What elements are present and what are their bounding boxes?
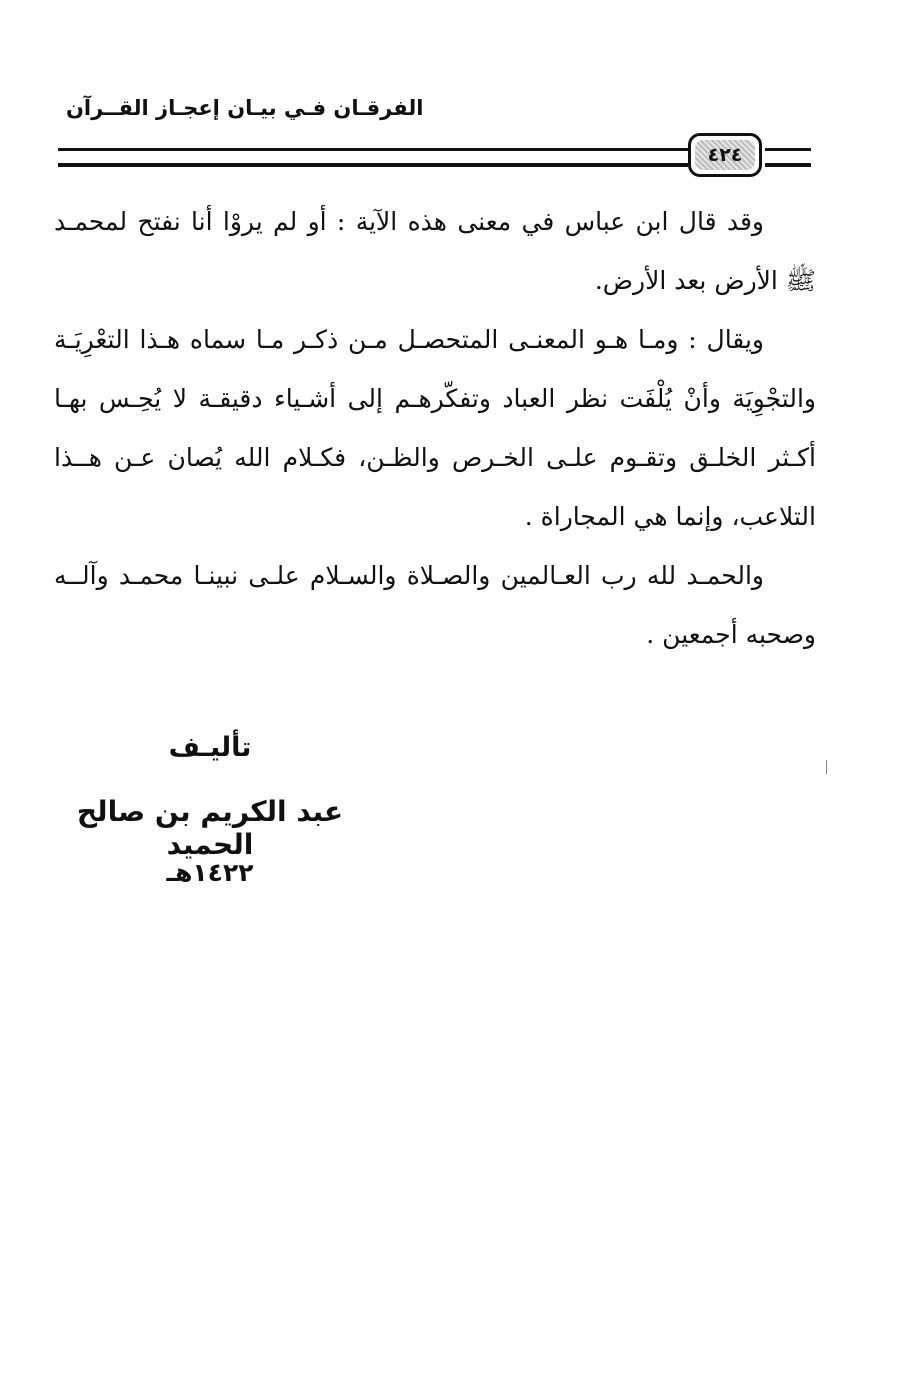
page-number: ٤٢٤: [695, 140, 755, 170]
header-rule-top: [58, 148, 688, 151]
author-name: عبد الكريم بن صالح الحميد: [76, 795, 344, 861]
header-rule-bottom: [58, 163, 688, 167]
paragraph-1: وقد قال ابن عباس في معنى هذه الآية : أو لم يروْا أنا نفتح لمحمـد ﷺ الأرض بعد الأرض.: [54, 207, 816, 295]
paragraph-3: والحمـد لله رب العـالمين والصـلاة والسـلام علـى نبينـا محمـد وآلــه وصحبه أجمعين .: [54, 561, 816, 649]
margin-mark: [826, 760, 827, 774]
signature-date: ١٤٢٢هـ: [166, 858, 254, 887]
header-rule-bottom-right: [765, 163, 811, 167]
paragraph-2: ويقال : ومـا هـو المعنـى المتحصـل مـن ذكـر مـا سماه هـذا التعْرِيَـة والتجْوِيَة وأنْ يُلْفَت نظر العباد وتفكّرهـم إلى أشـياء دقيقـة لا يُحِـس بهـا أكـثر الخلـق وتقـوم علـى الخـرص والظـن، فكـلام الله يُصان عـن هــذا التلاعب، وإنما هي المجاراة .: [54, 325, 816, 531]
page-number-badge: [688, 133, 762, 177]
signature-label: تأليـف: [168, 732, 252, 763]
header-rule-top-right: [765, 148, 811, 151]
body-text: [54, 192, 816, 664]
book-title: الفرقـان فـي بيـان إعجـاز القــرآن: [66, 96, 424, 120]
